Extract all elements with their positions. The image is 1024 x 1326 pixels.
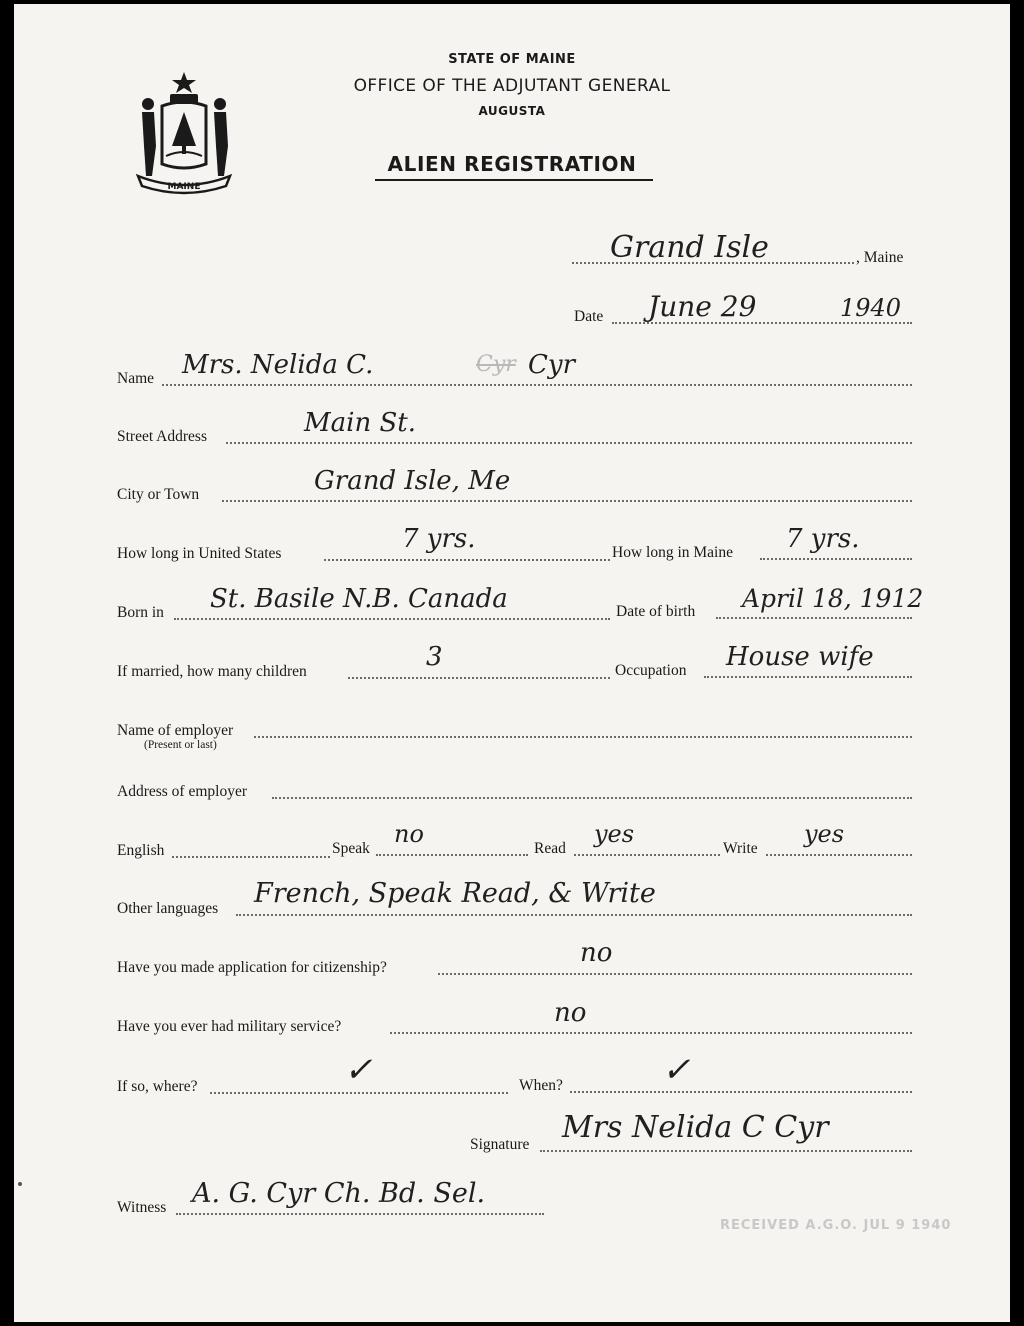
military-value: no bbox=[554, 998, 587, 1028]
citizenship-line bbox=[438, 973, 912, 975]
registration-form-page bbox=[14, 4, 1010, 1322]
where-check: ✓ bbox=[344, 1050, 373, 1090]
speak-label: Speak bbox=[332, 840, 370, 857]
received-stamp: RECEIVED A.G.O. JUL 9 1940 bbox=[720, 1218, 952, 1233]
where-label: If so, where? bbox=[117, 1078, 198, 1095]
read-label: Read bbox=[534, 840, 566, 857]
when-line bbox=[570, 1091, 912, 1093]
write-line bbox=[766, 854, 912, 856]
date-label: Date bbox=[574, 308, 604, 325]
name-value-end: Cyr bbox=[528, 350, 576, 380]
city-value: Grand Isle, Me bbox=[314, 466, 511, 496]
children-line bbox=[348, 677, 610, 679]
birth-date-line bbox=[716, 617, 912, 619]
employer-sublabel: (Present or last) bbox=[144, 739, 217, 751]
scan-speck bbox=[18, 1182, 22, 1186]
city-label: City or Town bbox=[117, 486, 200, 503]
occupation-line bbox=[704, 676, 912, 678]
occupation-label: Occupation bbox=[615, 662, 687, 679]
street-line bbox=[226, 442, 912, 444]
occupation-value: House wife bbox=[726, 642, 874, 672]
read-line bbox=[574, 854, 720, 856]
english-line bbox=[172, 856, 330, 858]
english-label: English bbox=[117, 842, 165, 859]
employer-label: Name of employer bbox=[117, 722, 234, 739]
signature-value: Mrs Nelida C Cyr bbox=[562, 1110, 829, 1145]
children-value: 3 bbox=[426, 642, 443, 672]
street-label: Street Address bbox=[117, 428, 207, 445]
street-value: Main St. bbox=[304, 408, 416, 438]
other-languages-label: Other languages bbox=[117, 900, 219, 917]
other-languages-line bbox=[236, 914, 912, 916]
other-languages-value: French, Speak Read, & Write bbox=[254, 878, 656, 909]
born-in-label: Born in bbox=[117, 604, 164, 621]
years-maine-label: How long in Maine bbox=[612, 544, 733, 561]
signature-line bbox=[540, 1150, 912, 1152]
years-maine-value: 7 yrs. bbox=[786, 524, 860, 554]
witness-label: Witness bbox=[117, 1199, 167, 1216]
signature-label: Signature bbox=[470, 1136, 530, 1153]
header-state: STATE OF MAINE bbox=[448, 52, 576, 67]
name-value: Mrs. Nelida C. bbox=[182, 350, 374, 380]
speak-line bbox=[376, 854, 528, 856]
write-value: yes bbox=[804, 820, 845, 848]
citizenship-value: no bbox=[580, 938, 613, 968]
witness-line bbox=[176, 1213, 544, 1215]
employer-line bbox=[254, 736, 912, 738]
read-value: yes bbox=[594, 820, 635, 848]
years-us-label: How long in United States bbox=[117, 545, 282, 562]
years-maine-line bbox=[760, 558, 912, 560]
date-month-day: June 29 bbox=[648, 290, 757, 323]
where-line bbox=[210, 1092, 508, 1094]
place-value: Grand Isle bbox=[610, 230, 769, 265]
write-label: Write bbox=[723, 840, 758, 857]
citizenship-label: Have you made application for citizenship? bbox=[117, 959, 387, 976]
birth-date-label: Date of birth bbox=[616, 603, 696, 620]
when-label: When? bbox=[519, 1077, 563, 1094]
birth-date-value: April 18, 1912 bbox=[742, 584, 924, 613]
speak-value: no bbox=[394, 820, 424, 848]
years-us-line bbox=[324, 559, 610, 561]
header-city: AUGUSTA bbox=[478, 104, 546, 118]
military-line bbox=[390, 1032, 912, 1034]
years-us-value: 7 yrs. bbox=[402, 524, 476, 554]
name-struck-pencil: Cyr bbox=[476, 352, 516, 377]
when-check: ✓ bbox=[662, 1050, 691, 1090]
title-underline bbox=[375, 179, 653, 181]
city-line bbox=[222, 500, 912, 502]
name-label: Name bbox=[117, 370, 155, 387]
children-label: If married, how many children bbox=[117, 663, 307, 680]
born-in-value: St. Basile N.B. Canada bbox=[210, 584, 508, 614]
header-office: OFFICE OF THE ADJUTANT GENERAL bbox=[353, 76, 671, 96]
svg-text:MAINE: MAINE bbox=[167, 182, 201, 192]
place-suffix: , Maine bbox=[856, 249, 904, 266]
date-year: 1940 bbox=[840, 294, 902, 322]
employer-address-label: Address of employer bbox=[117, 783, 247, 800]
military-label: Have you ever had military service? bbox=[117, 1018, 342, 1035]
witness-value: A. G. Cyr Ch. Bd. Sel. bbox=[192, 1178, 486, 1209]
employer-address-line bbox=[272, 797, 912, 799]
born-in-line bbox=[174, 618, 610, 620]
form-title: ALIEN REGISTRATION bbox=[387, 152, 637, 176]
name-line bbox=[162, 384, 912, 386]
